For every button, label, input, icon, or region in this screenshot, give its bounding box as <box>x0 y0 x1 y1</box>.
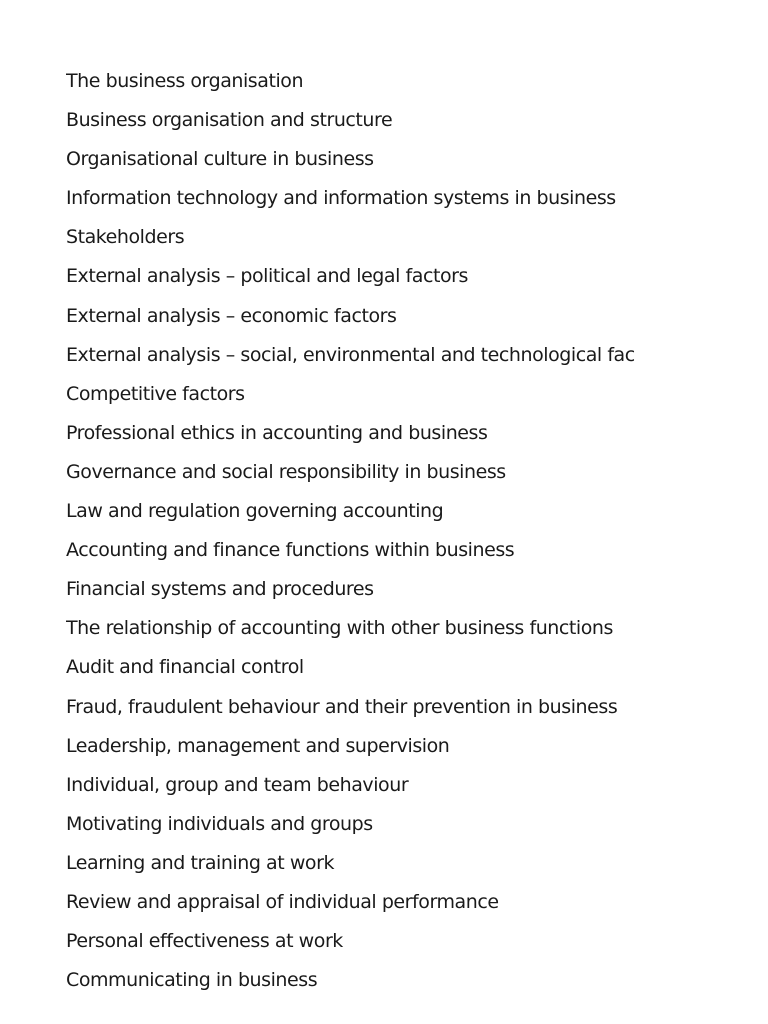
topic-item: Individual, group and team behaviour <box>66 773 409 796</box>
topic-item: Communicating in business <box>66 969 318 992</box>
topic-item: External analysis – political and legal factors <box>66 265 468 288</box>
topic-item: Personal effectiveness at work <box>66 930 343 953</box>
topic-item: The business organisation <box>66 70 304 92</box>
topic-item: External analysis – economic factors <box>66 304 397 327</box>
topic-item: Accounting and finance functions within business <box>66 539 515 562</box>
topic-item: Review and appraisal of individual performance <box>66 890 499 913</box>
topic-item: Governance and social responsibility in business <box>66 460 506 483</box>
topic-item: Professional ethics in accounting and business <box>66 421 488 444</box>
topic-item: Leadership, management and supervision <box>66 734 450 757</box>
topic-item: Motivating individuals and groups <box>66 812 373 835</box>
topic-item: Financial systems and procedures <box>66 578 374 601</box>
topic-item: Audit and financial control <box>66 656 304 679</box>
topic-list <box>66 62 671 1000</box>
topic-item: Law and regulation governing accounting <box>66 500 444 523</box>
topic-item: Stakeholders <box>66 226 185 249</box>
topic-item: Organisational culture in business <box>66 148 374 171</box>
topic-item: Learning and training at work <box>66 851 335 874</box>
topic-item: Business organisation and structure <box>66 109 393 132</box>
topic-item: Competitive factors <box>66 382 245 405</box>
topic-item: Information technology and information systems in business <box>66 187 616 210</box>
topic-item: External analysis – social, environmental and technological fac <box>66 343 635 366</box>
topic-item: The relationship of accounting with other business functions <box>66 617 613 640</box>
topic-item: Fraud, fraudulent behaviour and their prevention in business <box>66 695 618 718</box>
